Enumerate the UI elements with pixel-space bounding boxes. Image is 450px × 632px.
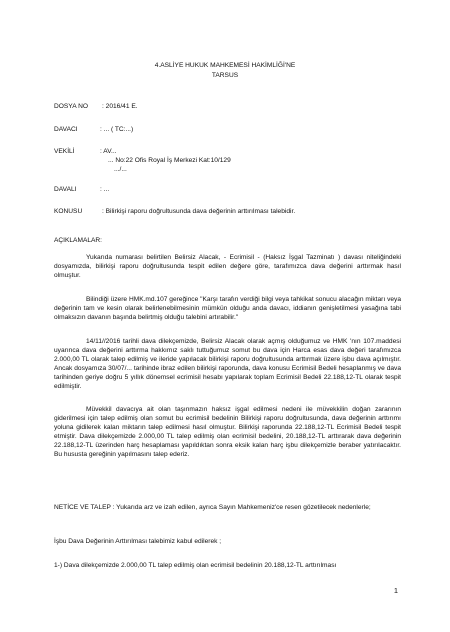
explanations-title: AÇIKLAMALAR:	[54, 237, 103, 244]
plaintiff-label: DAVACI	[54, 126, 78, 133]
subject-value: : Bilirkişi raporu doğrultusunda dava değerinin arttırılması talebidir.	[102, 208, 296, 215]
file-number-row	[54, 102, 138, 111]
paragraph-1: Yukarıda numarası belirtilen Belirsiz Alacak, - Ecrimisil - (Haksız İşgal Tazminatı ) davası niteliğindeki dosyamızda, bilirkişi raporu doğrultusunda tespit edilen değere göre, tarafımızca dava değerini arttırmak hasıl olmuştur.	[54, 254, 401, 280]
attorney-value: : AV...	[100, 148, 117, 155]
request-item-1: 1-) Dava dilekçemizde 2.000,00 TL talep edilmiş olan ecrimisil bedelinin 20.188,12-TL arttırılması	[54, 562, 337, 569]
attorney-row	[54, 147, 117, 156]
paragraph-4: Müvekkil davacıya ait olan taşınmazın haksız işgal edilmesi nedeni ile müvekkilin doğan zararının giderilmesi için talep edilmiş olan somut bu ecrimisil bedelinin Bilirkişi raporu doğrultusunda, dava değerinin arttırımı yoluna gidilerek kalan miktarın talep edilmesi hasıl olmuştur. Bilirkişi raporunda 22.188,12-TL Ecrimisil Bedeli tespit etmiştir. Dava dilekçemizde 2.000,00 TL talep edilmiş olan ecrimisil bedelini, 20.188,12-TL arttırarak dava değerinin 22.188,12-TL üzerinden harç hesaplaması yapıldıktan sonra eksik kalan harç işbu dilekçemizle beraber yatırılacaktır. Bu hususta gereğinin yapılmasını talep ederiz.	[54, 406, 401, 459]
page-number: 1	[393, 586, 398, 595]
attorney-address: ... No:22 Ofis Royal İş Merkezi Kat:10/129	[108, 157, 231, 164]
paragraph-2: Bilindiği üzere HMK.md.107 gereğince "Karşı tarafın verdiği bilgi veya tahkikat sonucu alacağın miktarı veya değerinin tam ve kesin olarak belirlenebilmesinin mümkün olduğu anda davacı, iddianın genişletilmesi yasağına tabi olmaksızın davanın başında belirtmiş olduğu talebini artırabilir."	[54, 296, 401, 322]
defendant-value: : ...	[100, 186, 110, 193]
request-intro: İşbu Dava Değerinin Arttırılması talebimiz kabul edilerek ;	[54, 538, 222, 545]
court-title: 4.ASLİYE HUKUK MAHKEMESİ HAKİMLİĞİ'NE	[154, 62, 296, 69]
subject-label: KONUSU	[54, 208, 83, 215]
attorney-city: .../...	[114, 166, 127, 173]
defendant-label: DAVALI	[54, 186, 77, 193]
defendant-row	[54, 185, 110, 194]
paragraph-3: 14/11//2016 tarihli dava dilekçemizde, Belirsiz Alacak olarak açmış olduğumuz ve HMK 'nın 107.maddesi uyarınca dava değerini arttırma hakkımız saklı tuttuğumuz somut bu dava için Harca esas dava değeri tarafımızca 2.000,00 TL olarak talep edilmiş ve ileride yapılacak bilirkişi raporu doğrultusunda arttırmak üzere işbu dava açılmıştır. Ancak dosyamıza 30/07/... tarihinde ibraz edilen bilirkişi raporunda, dava konusu Ecrimisil Bedeli hesaplanmış ve dava tarihinden geriye doğru 5 yıllık dönemsel ecrimisil hesabı yapılarak toplam Ecrimisil Bedeli 22.188,12-TL olarak tespit edilmiştir.	[54, 338, 401, 391]
plaintiff-row	[54, 125, 134, 134]
file-number-value: : 2016/41 E.	[102, 103, 138, 110]
file-number-label: DOSYA NO	[54, 103, 88, 110]
attorney-label: VEKİLİ	[54, 148, 75, 155]
conclusion-paragraph: NETİCE VE TALEP : Yukarıda arz ve izah edilen, ayrıca Sayın Mahkemeniz'ce resen gözetilecek nedenlerle;	[54, 504, 371, 511]
subject-row	[54, 207, 296, 216]
plaintiff-value: : ... ( TC:...)	[100, 126, 134, 133]
court-city: TARSUS	[211, 72, 239, 79]
